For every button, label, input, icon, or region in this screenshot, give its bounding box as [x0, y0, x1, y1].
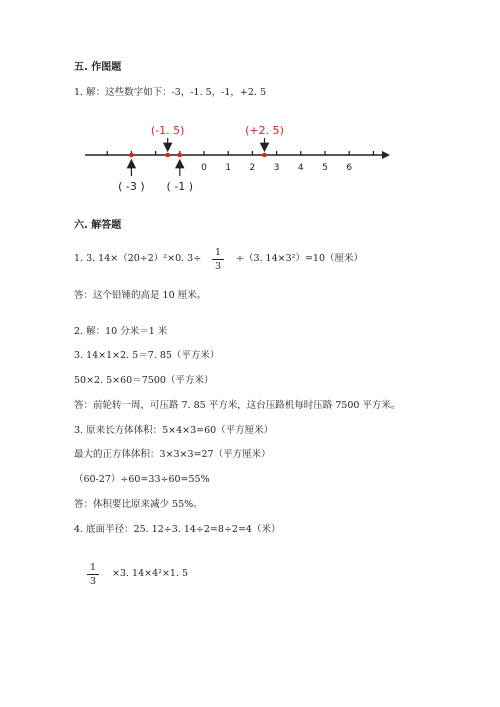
q1-answer: 答：这个铅锤的高是 10 厘米。: [74, 290, 207, 301]
q2-line3: 50×2. 5×60＝7500（平方米）: [74, 375, 214, 386]
q1-formula-part2: ÷（3. 14×3²）=10（厘米）: [236, 253, 363, 264]
q1-fraction-numerator: 1: [214, 247, 222, 258]
number-line-tick-label: 4: [297, 163, 304, 173]
q4-formula: ×3. 14×4²×1. 5: [112, 568, 189, 579]
q4-fraction-numerator: 1: [89, 562, 97, 573]
number-line-point-label: ( -3 ): [118, 180, 145, 193]
number-line-point: [262, 153, 267, 158]
number-line-tick-label: 6: [346, 163, 353, 173]
q1-fraction-denominator: 3: [214, 261, 222, 272]
q1-fraction: [212, 247, 224, 272]
q3-line3: （60-27）÷60=33÷60=55%: [74, 474, 210, 485]
fraction-bar: [87, 574, 99, 575]
q2-line1: 2. 解：10 分米＝1 米: [74, 326, 168, 337]
q3-answer: 答：体积要比原来减少 55%。: [74, 499, 203, 510]
q4-line1: 4. 底面半径：25. 12÷3. 14÷2=8÷2=4（米）: [74, 524, 281, 535]
number-line-point: [165, 153, 170, 158]
number-line-arrow-icon: [382, 151, 390, 159]
q1-answer-text: 1. 解：这些数字如下：-3，-1. 5，-1，+2. 5: [74, 87, 267, 98]
number-line-tick-label: 5: [322, 163, 328, 173]
number-line-point-label: ( -1 ): [166, 180, 194, 193]
number-line-tick-label: 2: [249, 163, 256, 173]
q4-fraction: [87, 562, 99, 587]
q2-answer: 答：前轮转一周，可压路 7. 85 平方米，这台压路机每时压路 7500 平方米。: [74, 400, 401, 411]
section-5-title: 五. 作图题: [74, 62, 122, 73]
section-6-title: 六. 解答题: [74, 220, 122, 231]
number-line-tick-label: 0: [201, 163, 207, 173]
number-line-tick-label: 1: [225, 163, 232, 173]
q2-line2: 3. 14×1×2. 5＝7. 85（平方米）: [74, 350, 220, 361]
number-line-point-label: (-1. 5): [150, 124, 185, 137]
q1-formula-part1: 1. 3. 14×（20÷2）²×0. 3÷: [74, 253, 202, 264]
q3-line1: 3. 原来长方体体积：5×4×3=60（平方厘米）: [74, 425, 274, 436]
q4-fraction-denominator: 3: [89, 576, 97, 587]
number-line-point: [178, 153, 183, 158]
q3-line2: 最大的正方体体积：3×3×3=27（平方厘米）: [74, 449, 271, 460]
number-line-point-label: (+2. 5): [245, 124, 284, 137]
number-line-point: [129, 153, 134, 158]
fraction-bar: [212, 259, 224, 260]
number-line-tick-label: 3: [273, 163, 280, 173]
